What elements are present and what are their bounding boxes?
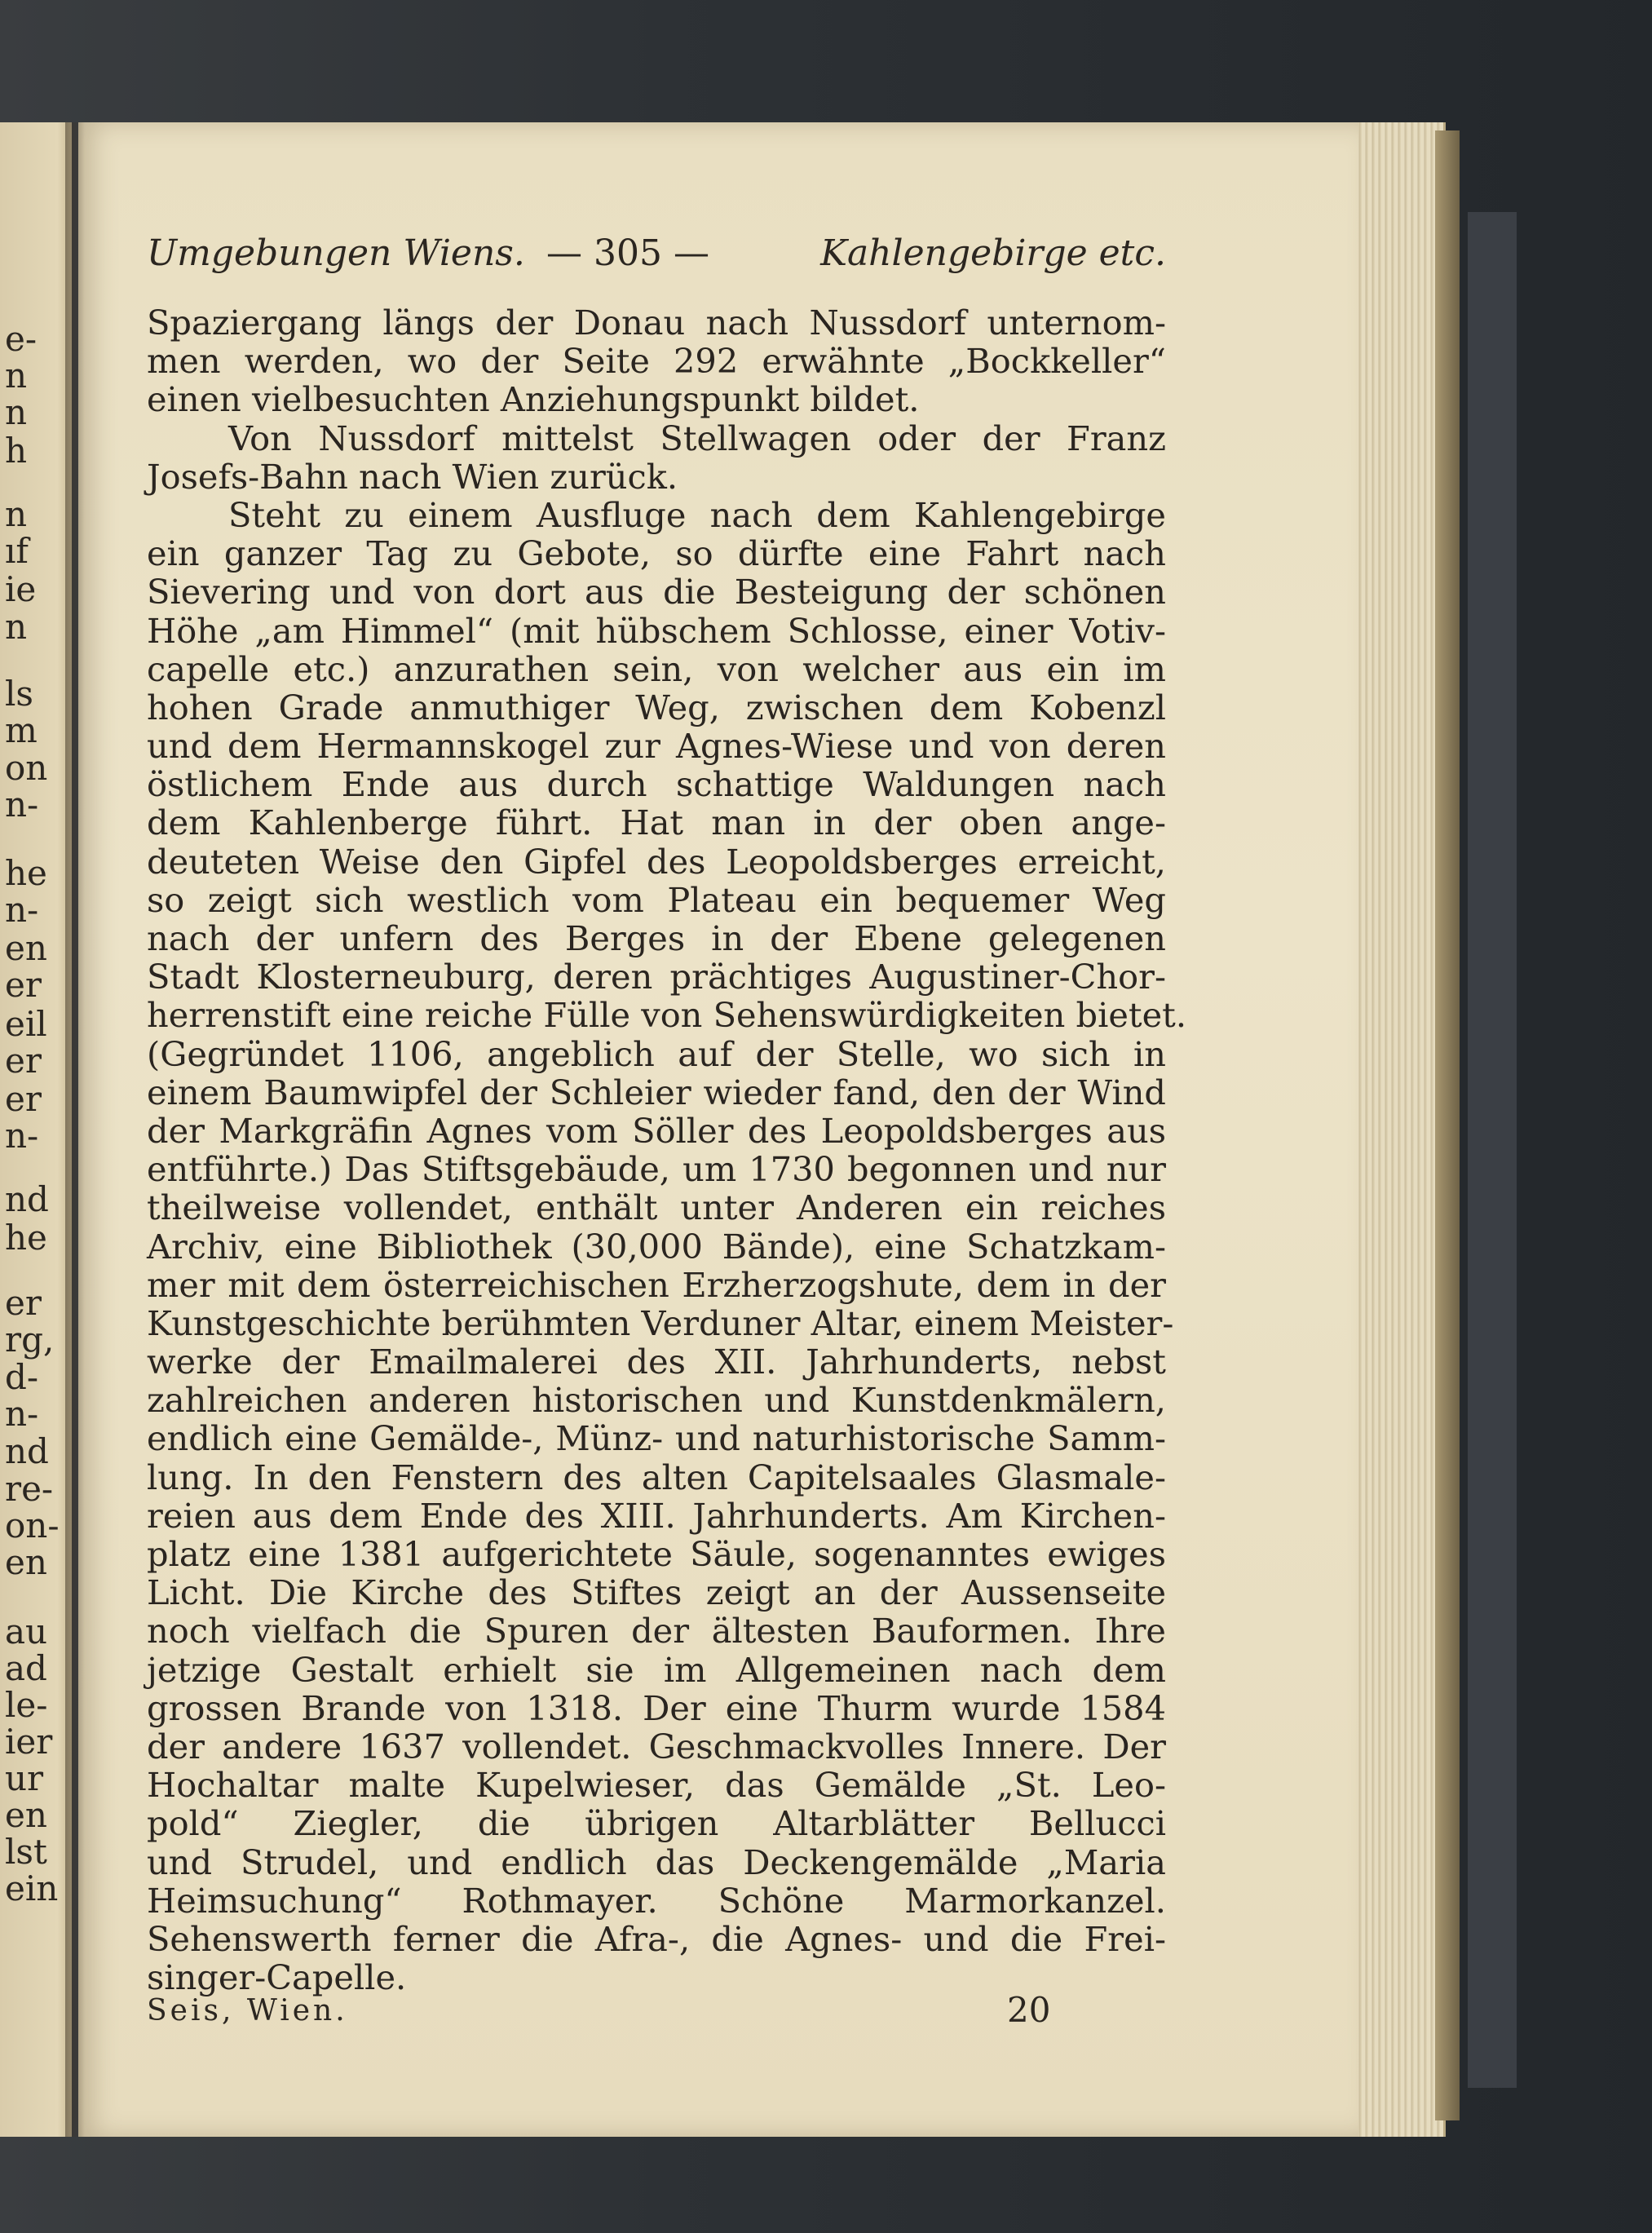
text-line: Sehenswerth ferner die Afra-, die Agnes- und die Frei- (147, 1918, 1166, 1959)
running-header (147, 232, 1166, 281)
printer-signature: Seis, Wien. (147, 1994, 348, 2027)
left-page-fragment: he (5, 1218, 47, 1258)
left-page-fragment: on- (5, 1506, 60, 1545)
book-cover-edge (1468, 212, 1517, 2088)
left-page-fragment: ein (5, 1868, 59, 1908)
text-line: einem Baumwipfel der Schleier wieder fand, den der Wind (147, 1072, 1166, 1112)
text-line: entführte.) Das Stiftsgebäude, um 1730 begonnen und nur (147, 1149, 1166, 1190)
left-page-fragment: on (5, 748, 48, 788)
text-line: östlichem Ende aus durch schattige Waldungen nach (147, 764, 1166, 805)
left-page-fragment: ıf (5, 531, 29, 571)
text-line: nach der unfern des Berges in der Ebene gelegenen (147, 918, 1166, 958)
left-page-fragment: n- (5, 1116, 39, 1156)
left-page-fragment: ur (5, 1758, 44, 1798)
left-page-fragment: n- (5, 785, 39, 825)
left-page-fragment: e- (5, 319, 38, 359)
text-line: Stadt Klosterneuburg, deren prächtiges Augustiner-Chor- (147, 957, 1166, 997)
left-page-fragment: er (5, 1079, 42, 1119)
text-line: Spaziergang längs der Donau nach Nussdorf unternom- (147, 303, 1166, 343)
left-page-fragment: d- (5, 1357, 39, 1397)
text-line: werke der Emailmalerei des XII. Jahrhunderts, nebst (147, 1342, 1166, 1382)
text-line: (Gegründet 1106, angeblich auf der Stelle, wo sich in (147, 1033, 1166, 1074)
left-page-fragment: n- (5, 1394, 39, 1434)
left-page-fragment: eil (5, 1004, 47, 1044)
body-text (147, 303, 1187, 1998)
text-line: herrenstift eine reiche Fülle von Sehenswürdigkeiten bietet. (147, 995, 1187, 1036)
text-line: singer-Capelle. (147, 1957, 407, 1998)
left-page-fragment: ier (5, 1722, 53, 1762)
sheet-number: 20 (1007, 1990, 1051, 2030)
text-line: Höhe „am Himmel“ (mit hübschem Schlosse, einer Votiv- (147, 610, 1166, 651)
text-line: deuteten Weise den Gipfel des Leopoldsberges erreicht, (147, 841, 1166, 882)
left-page-fragment: n (5, 356, 28, 396)
text-line: ein ganzer Tag zu Gebote, so dürfte eine Fahrt nach (147, 533, 1166, 574)
text-line: Sievering und von dort aus die Besteigung der schönen (147, 572, 1166, 612)
left-page-fragment: en (5, 1795, 47, 1835)
text-line: Hochaltar malte Kupelwieser, das Gemälde „St. Leo- (147, 1765, 1166, 1806)
left-page-fragment: au (5, 1612, 48, 1652)
text-line: einen vielbesuchten Anziehungspunkt bildet. (147, 379, 920, 420)
text-line: pold“ Ziegler, die übrigen Altarblätter Bellucci (147, 1803, 1166, 1844)
left-facing-page (0, 122, 72, 2137)
text-line: endlich eine Gemälde-, Münz- und naturhistorische Samm- (147, 1418, 1166, 1459)
text-line: grossen Brande von 1318. Der eine Thurm wurde 1584 (147, 1687, 1166, 1728)
text-line: capelle etc.) anzurathen sein, von welcher aus ein im (147, 648, 1166, 689)
header-section-title: Umgebungen Wiens. (147, 232, 525, 274)
text-line: und dem Hermannskogel zur Agnes-Wiese und von deren (147, 726, 1166, 767)
left-page-fragment: er (5, 1283, 42, 1323)
left-page-fragment: re- (5, 1469, 54, 1509)
left-page-fragment: lst (5, 1832, 47, 1872)
text-line: dem Kahlenberge führt. Hat man in der oben ange- (147, 803, 1166, 843)
text-line: jetzige Gestalt erhielt sie im Allgemeinen nach dem (147, 1649, 1166, 1690)
text-line: hohen Grade anmuthiger Weg, zwischen dem Kobenzl (147, 687, 1166, 727)
text-line: Steht zu einem Ausfluge nach dem Kahlengebirge (228, 494, 1166, 535)
left-page-fragment: m (5, 710, 38, 750)
header-chapter-title: Kahlengebirge etc. (820, 232, 1166, 274)
text-line: Von Nussdorf mittelst Stellwagen oder der Franz (228, 418, 1166, 458)
text-line: Archiv, eine Bibliothek (30,000 Bände), eine Schatzkam- (147, 1226, 1166, 1267)
text-line: noch vielfach die Spuren der ältesten Bauformen. Ihre (147, 1611, 1166, 1652)
left-page-fragment: n (5, 392, 28, 432)
left-page-fragment: ad (5, 1648, 47, 1688)
text-line: der andere 1637 vollendet. Geschmackvolles Innere. Der (147, 1726, 1166, 1767)
text-line: platz eine 1381 aufgerichtete Säule, sogenanntes ewiges (147, 1534, 1166, 1574)
left-page-fragment: nd (5, 1431, 49, 1471)
text-line: und Strudel, und endlich das Deckengemälde „Maria (147, 1842, 1166, 1882)
left-page-fragment: ie (5, 569, 37, 609)
left-page-fragment: en (5, 928, 47, 968)
left-page-fragment: le- (5, 1685, 48, 1725)
left-page-fragment: er (5, 1041, 42, 1081)
text-line: Licht. Die Kirche des Stiftes zeigt an der Aussenseite (147, 1572, 1166, 1613)
text-line: der Markgräfin Agnes vom Söller des Leopoldsberges aus (147, 1110, 1166, 1151)
page-edges-shadow (1435, 130, 1460, 2120)
left-page-fragment: n (5, 494, 28, 534)
text-line: so zeigt sich westlich vom Plateau ein bequemer Weg (147, 879, 1166, 920)
left-page-fragment: h (5, 431, 28, 471)
text-line: Josefs-Bahn nach Wien zurück. (147, 456, 678, 497)
text-line: Heimsuchung“ Rothmayer. Schöne Marmorkanzel. (147, 1880, 1166, 1921)
left-page-fragment: n- (5, 890, 39, 930)
left-page-fragment: rg, (5, 1320, 55, 1360)
left-page-fragment: en (5, 1542, 47, 1582)
text-line: men werden, wo der Seite 292 erwähnte „Bockkeller“ (147, 341, 1166, 382)
left-page-fragment: n (5, 607, 28, 647)
page-number: — 305 — (546, 232, 709, 274)
text-line: mer mit dem österreichischen Erzherzogshute, dem in der (147, 1264, 1166, 1305)
left-page-fragment: ls (5, 674, 33, 714)
text-line: lung. In den Fenstern des alten Capitelsaales Glasmale- (147, 1457, 1166, 1497)
left-page-fragment: er (5, 965, 42, 1005)
text-line: Kunstgeschichte berühmten Verduner Altar, einem Meister- (147, 1302, 1174, 1343)
left-page-fragment: he (5, 853, 47, 893)
text-line: reien aus dem Ende des XIII. Jahrhunderts. Am Kirchen- (147, 1495, 1166, 1536)
text-line: zahlreichen anderen historischen und Kunstdenkmälern, (147, 1380, 1166, 1421)
left-page-fragment: nd (5, 1179, 49, 1219)
gutter-shadow (65, 122, 85, 2137)
text-line: theilweise vollendet, enthält unter Anderen ein reiches (147, 1187, 1166, 1228)
